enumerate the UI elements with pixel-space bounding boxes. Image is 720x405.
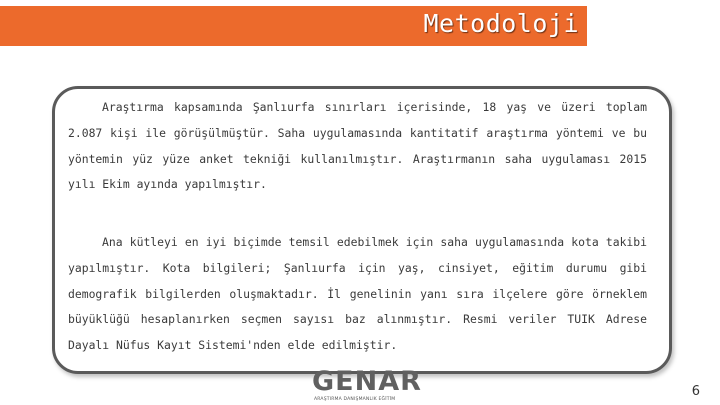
genar-logo (312, 366, 422, 402)
title-banner (0, 6, 587, 46)
paragraph-quota-sampling: Ana kütleyi en iyi biçimde temsil edebilmek için saha uygulamasında kota takibi yapılmıştır. Kota bilgileri; Şanlıurfa için yaş, cinsiyet, eğitim durumu gibi demografik bilgilerden oluşmaktadır. İl genelinin yanı sıra ilçelere göre örneklem büyüklüğü hesaplanırken seçmen sayısı baz alınmıştır. Resmi veriler TUIK Adrese Dayalı Nüfus Kayıt Sistemi'nden elde edilmiştir. (68, 235, 647, 353)
page-number: 6 (691, 384, 700, 399)
page-title: Metodoloji (423, 9, 579, 38)
logo-wordmark: GENAR (312, 366, 422, 397)
paragraph-methodology-scope: Araştırma kapsamında Şanlıurfa sınırları içerisinde, 18 yaş ve üzeri toplam 2.087 kişi ile görüşülmüştür. Saha uygulamasında kantitatif araştırma yöntemi ve bu yöntemin yüz yüze anket tekniği kullanılmıştır. Araştırmanın saha uygulaması 2015 yılı Ekim ayında yapılmıştır. (68, 100, 647, 192)
logo-tagline: ARAŞTIRMA DANIŞMANLIK EĞİTİM (314, 397, 396, 402)
